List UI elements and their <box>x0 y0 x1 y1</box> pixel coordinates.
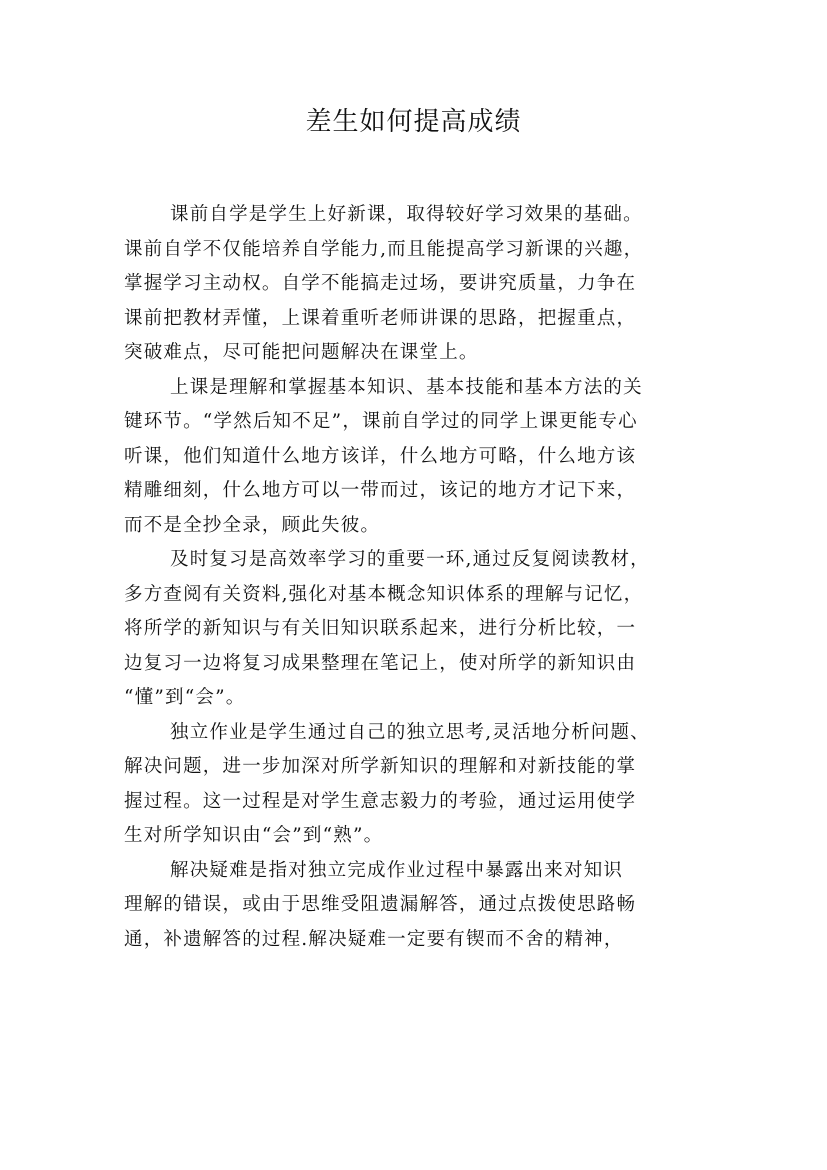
paragraph-line: 突破难点，尽可能把问题解决在课堂上。 <box>124 342 479 363</box>
paragraph-line: 多方查阅有关资料,强化对基本概念知识体系的理解与记忆， <box>124 583 644 605</box>
paragraph-homework <box>124 716 714 854</box>
paragraph-line: 课前把教材弄懂，上课着重听老师讲课的思路，把握重点， <box>124 307 637 329</box>
paragraph-line: 课前自学不仅能培养自学能力,而且能提高学习新课的兴趣， <box>124 238 644 260</box>
paragraph-line: 课前自学是学生上好新课，取得较好学习效果的基础。 <box>170 204 643 225</box>
paragraph-line: 边复习一边将复习成果整理在笔记上，使对所学的新知识由 <box>124 652 637 674</box>
paragraph-line: 听课，他们知道什么地方该详，什么地方可略，什么地方该 <box>124 445 637 467</box>
paragraph-self-study <box>124 198 714 371</box>
paragraph-line: 掌握学习主动权。自学不能搞走过场，要讲究质量，力争在 <box>124 273 637 294</box>
paragraph-line: 将所学的新知识与有关旧知识联系起来，进行分析比较，一 <box>124 618 637 639</box>
paragraph-line: 理解的错误，或由于思维受阻遗漏解答，通过点拨使思路畅 <box>124 894 637 915</box>
paragraph-difficulties <box>124 854 714 958</box>
paragraph-class <box>124 371 714 544</box>
paragraph-line: 生对所学知识由“会”到“熟”。 <box>124 825 384 846</box>
paragraph-line: 解决问题，进一步加深对所学新知识的理解和对新技能的掌 <box>124 756 637 777</box>
document-body <box>124 198 714 957</box>
paragraph-line: 通，补遗解答的过程.解决疑难一定要有锲而不舍的精神， <box>124 928 624 950</box>
paragraph-line: 及时复习是高效率学习的重要一环,通过反复阅读教材， <box>170 549 650 570</box>
paragraph-line: 键环节。“学然后知不足”，课前自学过的同学上课更能专心 <box>124 411 638 432</box>
paragraph-line: 上课是理解和掌握基本知识、基本技能和基本方法的关 <box>170 376 643 398</box>
paragraph-line: 握过程。这一过程是对学生意志毅力的考验，通过运用使学 <box>124 790 637 812</box>
paragraph-line: 而不是全抄全录，顾此失彼。 <box>124 514 381 536</box>
paragraph-line: 独立作业是学生通过自己的独立思考,灵活地分析问题、 <box>170 721 650 743</box>
paragraph-review <box>124 543 714 716</box>
paragraph-line: 精雕细刻，什么地方可以一带而过，该记的地方才记下来， <box>124 480 637 501</box>
paragraph-line: 解决疑难是指对独立完成作业过程中暴露出来对知识 <box>170 859 624 881</box>
paragraph-line: “懂”到“会”。 <box>124 687 246 708</box>
document-title: 差生如何提高成绩 <box>305 107 522 137</box>
